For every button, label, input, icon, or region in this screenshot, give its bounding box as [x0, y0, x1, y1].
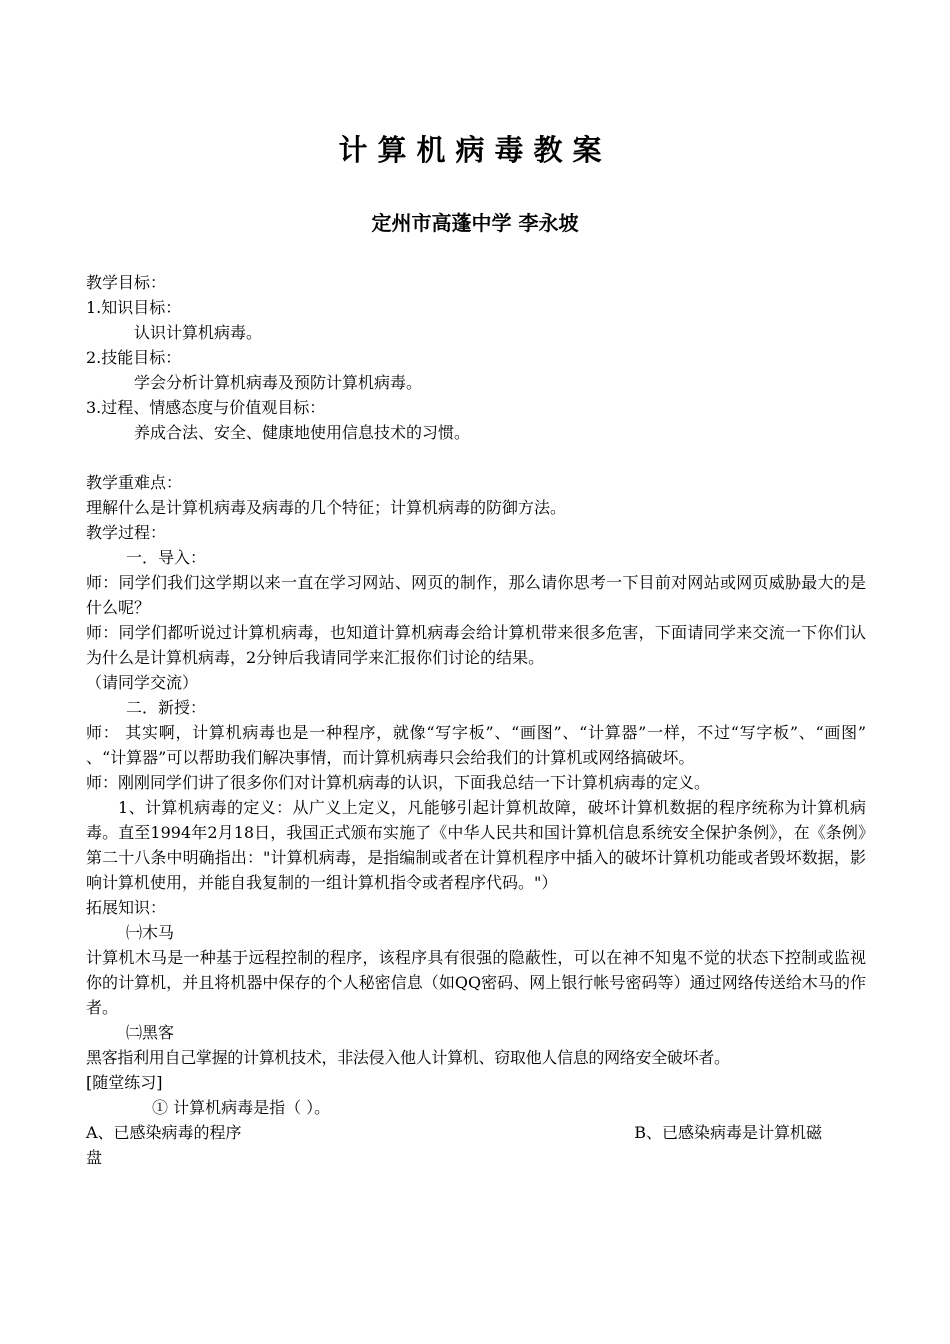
virus-definition: 1、计算机病毒的定义：从广义上定义，凡能够引起计算机故障，破坏计算机数据的程序统称为计算机病毒。直至1994年2月18日，我国正式颁布实施了《中华人民共和国计算机信息系统安全保护条例》，在《条例》第二十八条中明确指出："计算机病毒，是指编制或者在计算机程序中插入的破坏计算机功能或者毁坏数据，影响计算机使用，并能自我复制的一组计算机指令或者程序代码。"） — [86, 798, 866, 892]
document-title: 计算机病毒教案 — [338, 133, 612, 167]
difficulty-heading: 教学重难点： — [86, 473, 183, 492]
spacer — [86, 445, 866, 470]
hacker-text: 黑客指利用自己掌握的计算机技术，非法侵入他人计算机、窃取他人信息的网络安全破坏者。 — [86, 1048, 730, 1067]
difficulty-text: 理解什么是计算机病毒及病毒的几个特征；计算机病毒的防御方法。 — [86, 498, 567, 517]
goals-heading: 教学目标： — [86, 273, 167, 292]
author-line: 定州市高蓬中学 李永坡 — [371, 211, 579, 235]
new-lesson-paragraph-1: 师： 其实啊，计算机病毒也是一种程序，就像“写字板”、“画图”、“计算器”一样，不过“写字板”、“画图” 、“计算器”可以帮助我们解决事情，而计算机病毒只会给我们的计算机或网络搞破坏。 — [86, 723, 866, 767]
exercise-heading: [随堂练习] — [86, 1073, 163, 1092]
goal-label-knowledge: 1.知识目标： — [86, 298, 182, 317]
document-body — [86, 270, 866, 1170]
trojan-text: 计算机木马是一种基于远程控制的程序，该程序具有很强的隐蔽性，可以在神不知鬼不觉的状态下控制或监视你的计算机，并且将机器中保存的个人秘密信息（如QQ密码、网上银行帐号密码等）通过网络传送给木马的作者。 — [86, 948, 866, 1017]
intro-heading: 一．导入： — [126, 548, 207, 567]
intro-paragraph-2: 师：同学们都听说过计算机病毒，也知道计算机病毒会给计算机带来很多危害，下面请同学来交流一下你们认为什么是计算机病毒，2分钟后我请同学来汇报你们讨论的结果。 — [86, 623, 866, 667]
goal-text-knowledge: 认识计算机病毒。 — [134, 323, 263, 342]
intro-paragraph-1: 师：同学们我们这学期以来一直在学习网站、网页的制作，那么请你思考一下目前对网站或网页威胁最大的是什么呢？ — [86, 573, 866, 617]
option-b: B、已感染病毒是计算机磁 — [634, 1123, 822, 1142]
option-b-continued: 盘 — [86, 1148, 103, 1167]
intro-note: （请同学交流） — [86, 673, 199, 692]
exercise-question: ① 计算机病毒是指（ ）。 — [152, 1098, 331, 1117]
goal-label-skill: 2.技能目标： — [86, 348, 182, 367]
trojan-heading: ㈠木马 — [126, 923, 175, 942]
goal-text-skill: 学会分析计算机病毒及预防计算机病毒。 — [134, 373, 423, 392]
extension-heading: 拓展知识： — [86, 898, 167, 917]
option-a: A、已感染病毒的程序 — [86, 1123, 242, 1142]
goal-label-attitude: 3.过程、情感态度与价值观目标： — [86, 398, 326, 417]
exercise-options — [86, 1120, 866, 1145]
new-lesson-heading: 二．新授： — [126, 698, 207, 717]
new-lesson-paragraph-2: 师：刚刚同学们讲了很多你们对计算机病毒的认识，下面我总结一下计算机病毒的定义。 — [86, 773, 711, 792]
goal-text-attitude: 养成合法、安全、健康地使用信息技术的习惯。 — [134, 423, 471, 442]
process-heading: 教学过程： — [86, 523, 167, 542]
hacker-heading: ㈡黑客 — [126, 1023, 175, 1042]
